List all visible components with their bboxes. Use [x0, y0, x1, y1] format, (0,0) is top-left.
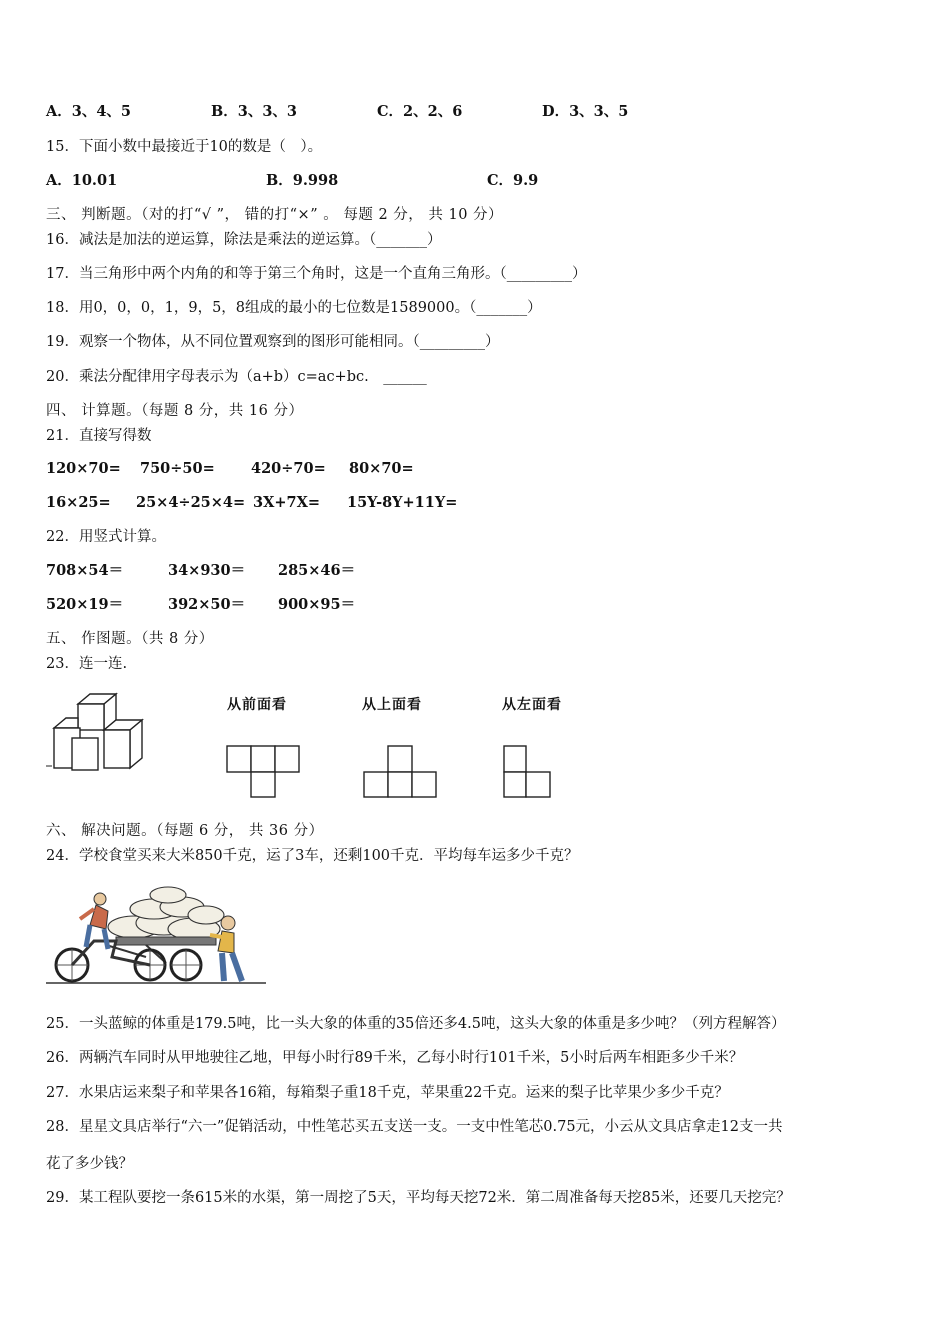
section5-title: 五、 作图题。（共 8 分）	[46, 631, 214, 647]
q22-item: 708×54＝	[46, 562, 124, 579]
q22-item: 900×95＝	[278, 596, 356, 613]
q15-option-b: B．9.998	[266, 172, 339, 189]
q15-option-c: C．9.9	[487, 172, 539, 189]
q29-text: 29．某工程队要挖一条615米的水渠，第一周挖了5天，平均每天挖72米．第二周准备每天挖85米，还要几天挖完？	[46, 1190, 791, 1206]
q21-item: 80×70=	[349, 460, 414, 477]
q22-item: 392×50＝	[168, 596, 246, 613]
q14-option-c: C．2、2、6	[377, 103, 463, 120]
q26-text: 26．两辆汽车同时从甲地驶往乙地，甲每小时行89千米，乙每小时行101千米，5小时后两车相距多少千米？	[46, 1050, 744, 1066]
q21-item: 420÷70=	[251, 460, 326, 477]
q14-option-b: B．3、3、3	[211, 103, 298, 120]
q22-item: 34×930＝	[168, 562, 246, 579]
tricycle-rice-illustration	[46, 885, 268, 987]
q18-text: 18．用0，0，0，1，9，5，8组成的最小的七位数是1589000。（_______）	[46, 300, 542, 316]
section3-title: 三、 判断题。（对的打“√ ”， 错的打“×” 。 每题 2 分， 共 10 分）	[46, 207, 504, 223]
top-view-shape	[363, 745, 439, 799]
q14-option-a: A．3、4、5	[46, 103, 132, 120]
q16-text: 16．减法是加法的逆运算，除法是乘法的逆运算。（_______）	[46, 232, 442, 248]
q15-option-a: A．10.01	[46, 172, 118, 189]
q22-stem: 22．用竖式计算。	[46, 529, 166, 545]
q24-text: 24．学校食堂买来大米850千克，运了3车，还剩100千克．平均每车运多少千克？	[46, 848, 579, 864]
q15-stem: 15．下面小数中最接近于10的数是（ ）。	[46, 139, 323, 155]
q22-item: 520×19＝	[46, 596, 124, 613]
q14-option-d: D．3、3、5	[542, 103, 629, 120]
q19-text: 19．观察一个物体，从不同位置观察到的图形可能相同。（_________）	[46, 334, 500, 350]
view-label-front: 从前面看	[227, 697, 287, 713]
q27-text: 27．水果店运来梨子和苹果各16箱，每箱梨子重18千克，苹果重22千克。运来的梨子比苹果少多少千克？	[46, 1085, 729, 1101]
q17-text: 17．当三角形中两个内角的和等于第三个角时，这是一个直角三角形。（_________）	[46, 266, 587, 282]
q21-item: 16×25=	[46, 494, 111, 511]
left-view-shape	[503, 745, 555, 799]
cube-stack-figure	[46, 690, 156, 780]
q21-item: 15Y-8Y+11Y=	[347, 494, 458, 511]
section6-title: 六、 解决问题。（每题 6 分， 共 36 分）	[46, 823, 324, 839]
q21-item: 3X+7X=	[253, 494, 320, 511]
section4-title: 四、 计算题。（每题 8 分，共 16 分）	[46, 403, 304, 419]
q21-item: 120×70=	[46, 460, 121, 477]
view-label-left: 从左面看	[502, 697, 562, 713]
q22-item: 285×46＝	[278, 562, 356, 579]
view-label-top: 从上面看	[362, 697, 422, 713]
q28-text-line1: 28．星星文具店举行“六一”促销活动，中性笔芯买五支送一支。一支中性笔芯0.75元，小云从文具店拿走12支一共	[46, 1119, 783, 1135]
q25-text: 25．一头蓝鲸的体重是179.5吨，比一头大象的体重的35倍还多4.5吨，这头大象的体重是多少吨？（列方程解答）	[46, 1016, 786, 1032]
q21-stem: 21．直接写得数	[46, 428, 152, 444]
q21-item: 25×4÷25×4=	[136, 494, 246, 511]
q23-stem: 23．连一连.	[46, 656, 128, 672]
q28-text-line2: 花了多少钱？	[46, 1156, 133, 1172]
q20-text: 20．乘法分配律用字母表示为（a+b）c=ac+bc. ______	[46, 369, 427, 385]
front-view-shape	[226, 745, 302, 799]
q21-item: 750÷50=	[140, 460, 215, 477]
